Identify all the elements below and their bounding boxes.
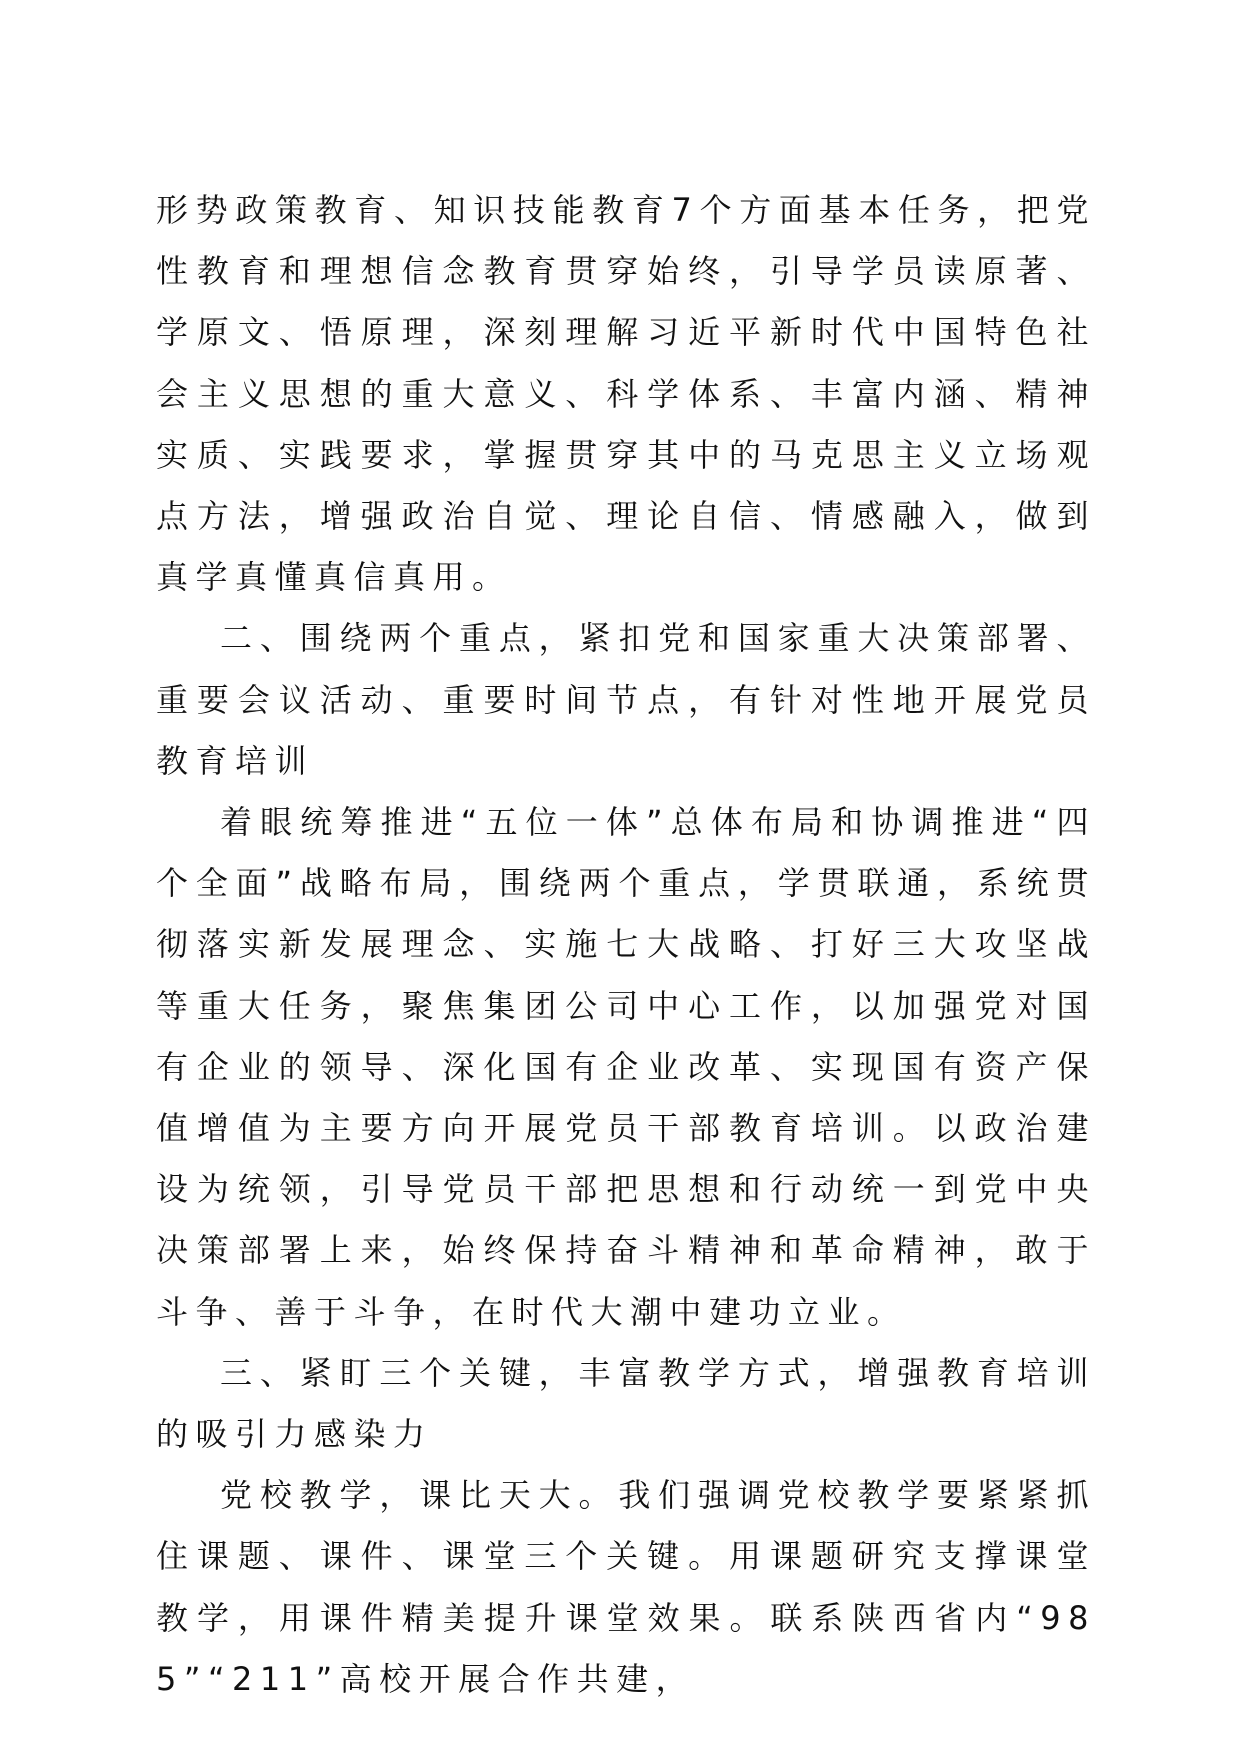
paragraph-section-three-body: 党校教学，课比天大。我们强调党校教学要紧紧抓住课题、课件、课堂三个关键。用课题研究支撑课堂教学，用课件精美提升课堂效果。联系陕西省内“985”“211”高校开展合作共建， xyxy=(156,1476,1096,1698)
heading-section-three: 三、紧盯三个关键，丰富教学方式，增强教育培训的吸引力感染力 xyxy=(156,1353,1096,1454)
paragraph-continued-tasks: 形势政策教育、知识技能教育7个方面基本任务，把党性教育和理想信念教育贯穿始终，引导学员读原著、学原文、悟原理，深刻理解习近平新时代中国特色社会主义思想的重大意义、科学体系、丰富内涵、精神实质、实践要求，掌握贯穿其中的马克思主义立场观点方法，增强政治自觉、理论自信、情感融入，做到真学真懂真信真用。 xyxy=(156,191,1096,597)
heading-section-two: 二、围绕两个重点，紧扣党和国家重大决策部署、重要会议活动、重要时间节点，有针对性地开展党员教育培训 xyxy=(156,619,1096,780)
paragraph-section-two-body: 着眼统筹推进“五位一体”总体布局和协调推进“四个全面”战略布局，围绕两个重点，学贯联通，系统贯彻落实新发展理念、实施七大战略、打好三大攻坚战等重大任务，聚焦集团公司中心工作，以加强党对国有企业的领导、深化国有企业改革、实现国有资产保值增值为主要方向开展党员干部教育培训。以政治建设为统领，引导党员干部把思想和行动统一到党中央决策部署上来，始终保持奋斗精神和革命精神，敢于斗争、善于斗争，在时代大潮中建功立业。 xyxy=(156,803,1096,1331)
document-body xyxy=(156,180,1096,1710)
